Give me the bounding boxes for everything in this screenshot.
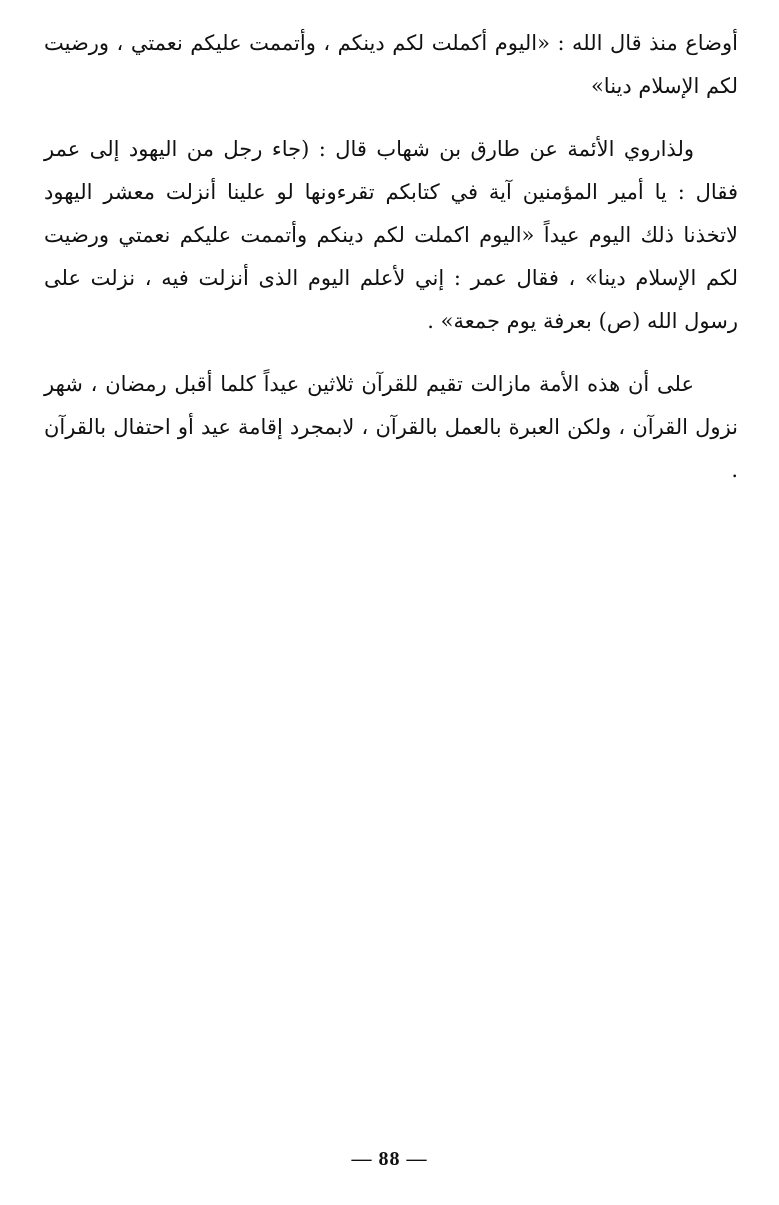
page-number: — 88 — (351, 1148, 428, 1170)
page-body (44, 22, 738, 492)
paragraph-3: على أن هذه الأمة مازالت تقيم للقرآن ثلاثين عيداً كلما أقبل رمضان ، شهر نزول القرآن ، ولكن العبرة بالعمل بالقرآن ، لابمجرد إقامة عيد أو احتفال بالقرآن . (44, 372, 738, 482)
paragraph-2: ولذاروي الأئمة عن طارق بن شهاب قال : (جاء رجل من اليهود إلى عمر فقال : يا أمير المؤمنين آية في كتابكم تقرءونها لو علينا أنزلت معشر اليهود لاتخذنا ذلك اليوم عيداً «اليوم اكملت لكم دينكم وأتممت عليكم نعمتي ورضيت لكم الإسلام دينا» ، فقال عمر : إني لأعلم اليوم الذى أنزلت فيه ، نزلت على رسول الله (ص) بعرفة يوم جمعة» . (44, 137, 738, 333)
paragraph-1: أوضاع منذ قال الله : «اليوم أكملت لكم دينكم ، وأتممت عليكم نعمتي ، ورضيت لكم الإسلام دينا» (44, 31, 738, 98)
